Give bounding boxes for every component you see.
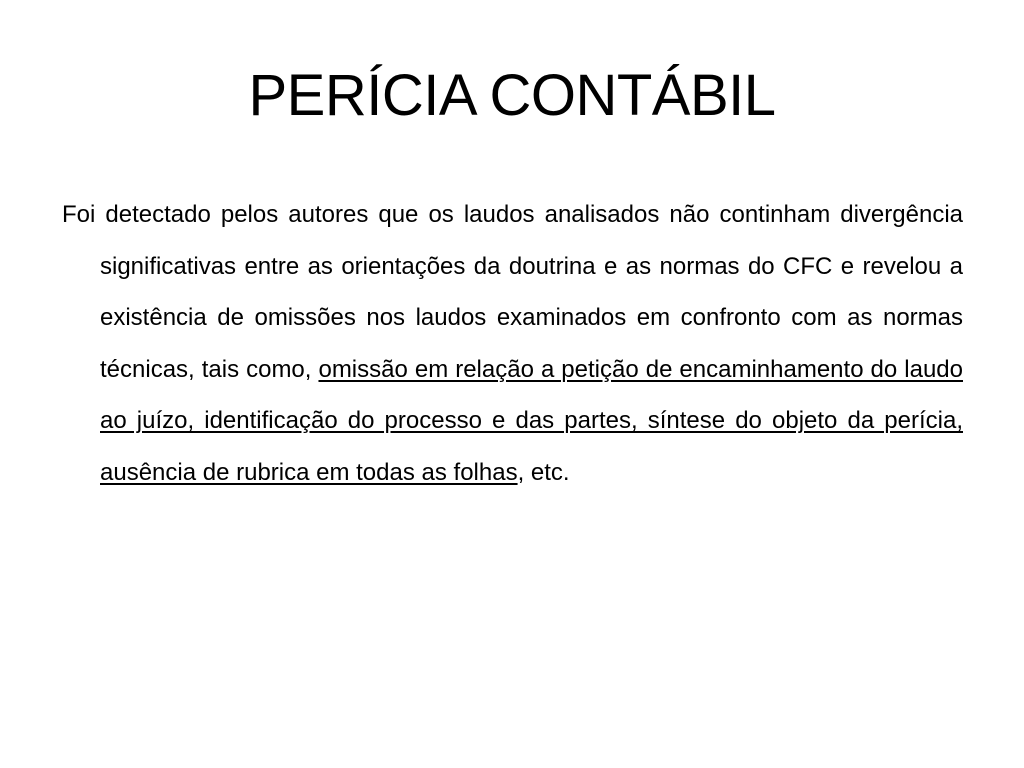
body-paragraph <box>62 189 963 498</box>
paragraph-ending: , etc. <box>517 458 570 486</box>
slide-title: PERÍCIA CONTÁBIL <box>248 63 776 128</box>
paragraph-intro: Foi detectado pelos autores que os laudos analisados não continham divergência significativas entre as orientações da doutrina e as normas do CFC e revelou a existência de omissões nos laudos examinados em confronto com as normas técnicas, tais como, <box>62 201 963 383</box>
paragraph-underlined-list: omissão em relação a petição de encaminhamento do laudo ao juízo, identificação do processo e das partes, síntese do objeto da perícia, ausência de rubrica em todas as folhas <box>100 355 963 486</box>
